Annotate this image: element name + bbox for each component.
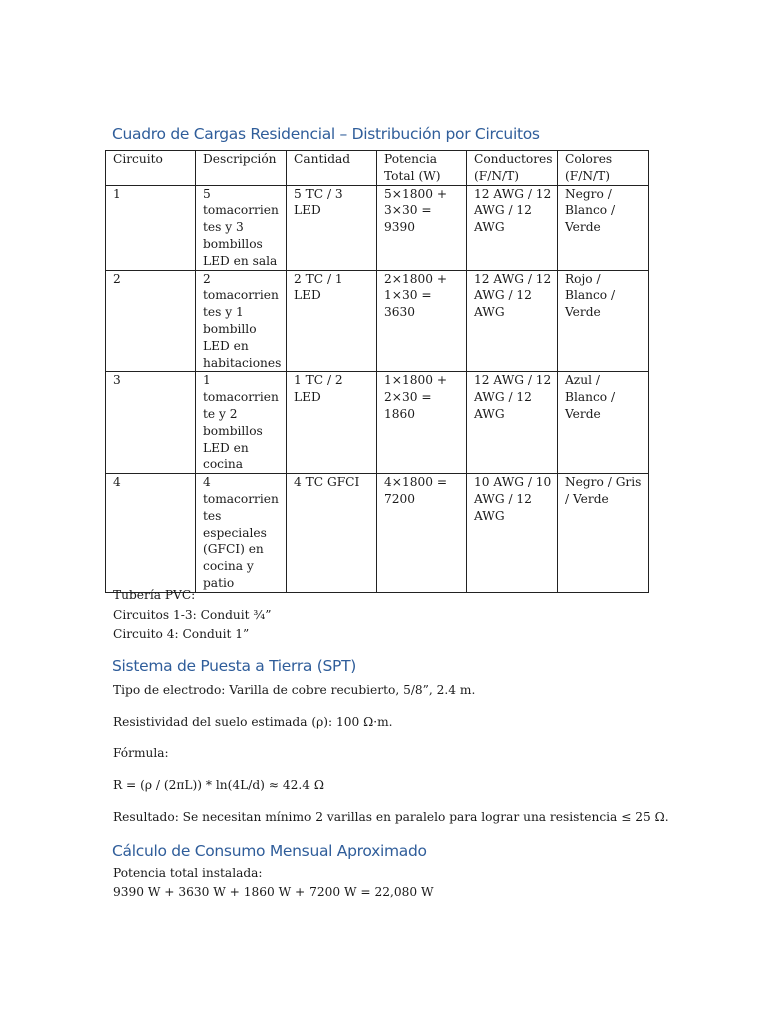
cell-conductores: 10 AWG / 10 AWG / 12 AWG xyxy=(467,474,558,593)
cell-conductores: 12 AWG / 12 AWG / 12 AWG xyxy=(467,270,558,372)
cell-cantidad: 4 TC GFCI xyxy=(287,474,377,593)
installed-power-total: 9390 W + 3630 W + 1860 W + 7200 W = 22,080 W xyxy=(113,885,434,899)
grounding-result: Resultado: Se necesitan mínimo 2 varillas en paralelo para lograr una resistencia ≤ 25 Ω. xyxy=(113,810,669,824)
header-colores: Colores (F/N/T) xyxy=(558,151,649,186)
cell-cantidad: 1 TC / 2 LED xyxy=(287,372,377,474)
header-conductores: Conductores (F/N/T) xyxy=(467,151,558,186)
cell-circuito: 4 xyxy=(106,474,196,593)
table-row xyxy=(106,474,649,593)
cell-potencia: 5×1800 + 3×30 = 9390 xyxy=(377,185,467,270)
table-row xyxy=(106,270,649,372)
conduit-line-circuit-4: Circuito 4: Conduit 1” xyxy=(113,627,250,641)
cell-circuito: 2 xyxy=(106,270,196,372)
cell-circuito: 3 xyxy=(106,372,196,474)
cell-potencia: 1×1800 + 2×30 = 1860 xyxy=(377,372,467,474)
cell-colores: Negro / Blanco / Verde xyxy=(558,185,649,270)
loads-table-title: Cuadro de Cargas Residencial – Distribución por Circuitos xyxy=(112,125,540,143)
cell-descripcion: 2 tomacorrientes y 1 bombillo LED en habitaciones xyxy=(196,270,287,372)
cell-colores: Rojo / Blanco / Verde xyxy=(558,270,649,372)
cell-colores: Negro / Gris / Verde xyxy=(558,474,649,593)
installed-power-label: Potencia total instalada: xyxy=(113,866,263,880)
header-cantidad: Cantidad xyxy=(287,151,377,186)
cell-colores: Azul / Blanco / Verde xyxy=(558,372,649,474)
table-header-row xyxy=(106,151,649,186)
electrode-type: Tipo de electrodo: Varilla de cobre recubierto, 5/8”, 2.4 m. xyxy=(113,683,476,697)
cell-circuito: 1 xyxy=(106,185,196,270)
conduit-line-circuits-1-3: Circuitos 1-3: Conduit ¾” xyxy=(113,608,272,622)
header-potencia: Potencia Total (W) xyxy=(377,151,467,186)
cell-conductores: 12 AWG / 12 AWG / 12 AWG xyxy=(467,185,558,270)
cell-descripcion: 4 tomacorrientes especiales (GFCI) en cocina y patio xyxy=(196,474,287,593)
cell-descripcion: 1 tomacorriente y 2 bombillos LED en cocina xyxy=(196,372,287,474)
header-circuito: Circuito xyxy=(106,151,196,186)
loads-table xyxy=(105,150,649,593)
cell-potencia: 2×1800 + 1×30 = 3630 xyxy=(377,270,467,372)
formula: R = (ρ / (2πL)) * ln(4L/d) ≈ 42.4 Ω xyxy=(113,778,324,792)
consumption-title: Cálculo de Consumo Mensual Aproximado xyxy=(112,842,427,860)
soil-resistivity: Resistividad del suelo estimada (ρ): 100 Ω·m. xyxy=(113,715,393,729)
table-row xyxy=(106,185,649,270)
formula-label: Fórmula: xyxy=(113,746,169,760)
cell-cantidad: 2 TC / 1 LED xyxy=(287,270,377,372)
grounding-title: Sistema de Puesta a Tierra (SPT) xyxy=(112,657,356,675)
header-descripcion: Descripción xyxy=(196,151,287,186)
cell-descripcion: 5 tomacorrientes y 3 bombillos LED en sala xyxy=(196,185,287,270)
cell-cantidad: 5 TC / 3 LED xyxy=(287,185,377,270)
table-row xyxy=(106,372,649,474)
cell-conductores: 12 AWG / 12 AWG / 12 AWG xyxy=(467,372,558,474)
conduit-label: Tubería PVC: xyxy=(113,588,196,602)
cell-potencia: 4×1800 = 7200 xyxy=(377,474,467,593)
